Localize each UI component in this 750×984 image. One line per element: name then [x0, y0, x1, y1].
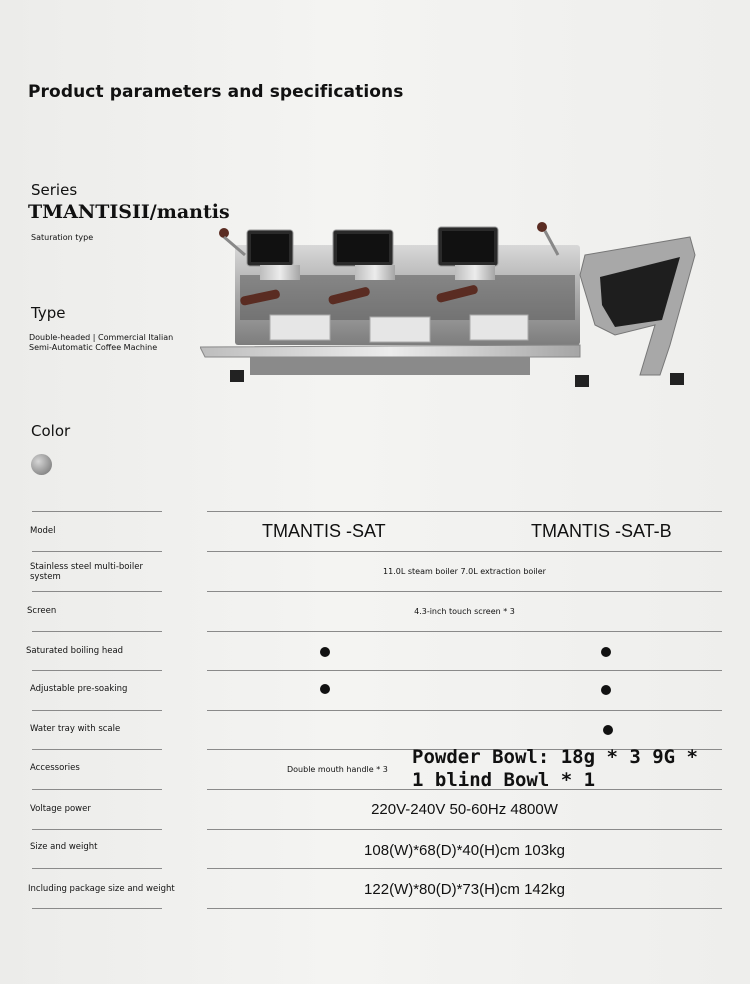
page-title: Product parameters and specifications: [28, 82, 404, 102]
color-swatch: [31, 454, 52, 475]
table-rule: [32, 551, 162, 552]
row-label-boiler: Stainless steel multi-boiler system: [30, 562, 143, 582]
pre-soaking-sat-check: [320, 684, 330, 694]
row-label-screen: Screen: [27, 606, 57, 616]
row-label-pre-soaking: Adjustable pre-soaking: [30, 684, 128, 694]
boiler-value: 11.0L steam boiler 7.0L extraction boiler: [383, 567, 546, 576]
coffee-machine-image: [200, 215, 705, 395]
table-rule: [32, 868, 162, 869]
model-header-sat-b: TMANTIS -SAT-B: [531, 521, 672, 541]
water-tray-sat-b-check: [603, 725, 613, 735]
accessories-overlay-text: Powder Bowl: 18g * 3 9G * 1 blind Bowl * 1: [412, 746, 698, 791]
table-rule: [32, 591, 162, 592]
series-label: Series: [31, 181, 78, 199]
pre-soaking-sat-b-check: [601, 685, 611, 695]
table-rule: [207, 511, 722, 512]
type-description: Double-headed | Commercial Italian Semi-Automatic Coffee Machine: [29, 333, 174, 352]
table-rule: [207, 551, 722, 552]
voltage-value: 220V-240V 50-60Hz 4800W: [371, 801, 558, 818]
table-rule: [32, 511, 162, 512]
table-rule: [207, 631, 722, 632]
type-label: Type: [31, 304, 66, 322]
table-rule: [32, 670, 162, 671]
row-label-boiling-head: Saturated boiling head: [26, 646, 124, 656]
table-rule: [32, 908, 162, 909]
row-label-model: Model: [30, 526, 56, 536]
table-rule: [207, 829, 722, 830]
table-rule: [207, 591, 722, 592]
table-rule: [32, 631, 162, 632]
row-label-voltage: Voltage power: [30, 804, 91, 814]
row-label-package: Including package size and weight: [28, 884, 175, 894]
accessories-value: Double mouth handle * 3: [287, 765, 388, 774]
package-value: 122(W)*80(D)*73(H)cm 142kg: [364, 881, 565, 898]
table-rule: [207, 868, 722, 869]
size-value: 108(W)*68(D)*40(H)cm 103kg: [364, 842, 565, 859]
model-header-sat: TMANTIS -SAT: [262, 521, 386, 541]
table-rule: [32, 789, 162, 790]
screen-value: 4.3-inch touch screen * 3: [414, 607, 515, 616]
series-name: TMANTISII/mantis: [28, 201, 230, 223]
color-label: Color: [31, 422, 71, 440]
table-rule: [207, 670, 722, 671]
table-rule: [32, 710, 162, 711]
row-label-water-tray: Water tray with scale: [30, 724, 121, 734]
boiling-head-sat-b-check: [601, 647, 611, 657]
row-label-accessories: Accessories: [30, 763, 80, 773]
row-label-size: Size and weight: [30, 842, 98, 852]
table-rule: [207, 710, 722, 711]
table-rule: [32, 829, 162, 830]
series-subtype: Saturation type: [31, 233, 94, 242]
boiling-head-sat-check: [320, 647, 330, 657]
table-rule: [32, 749, 162, 750]
table-rule: [207, 908, 722, 909]
